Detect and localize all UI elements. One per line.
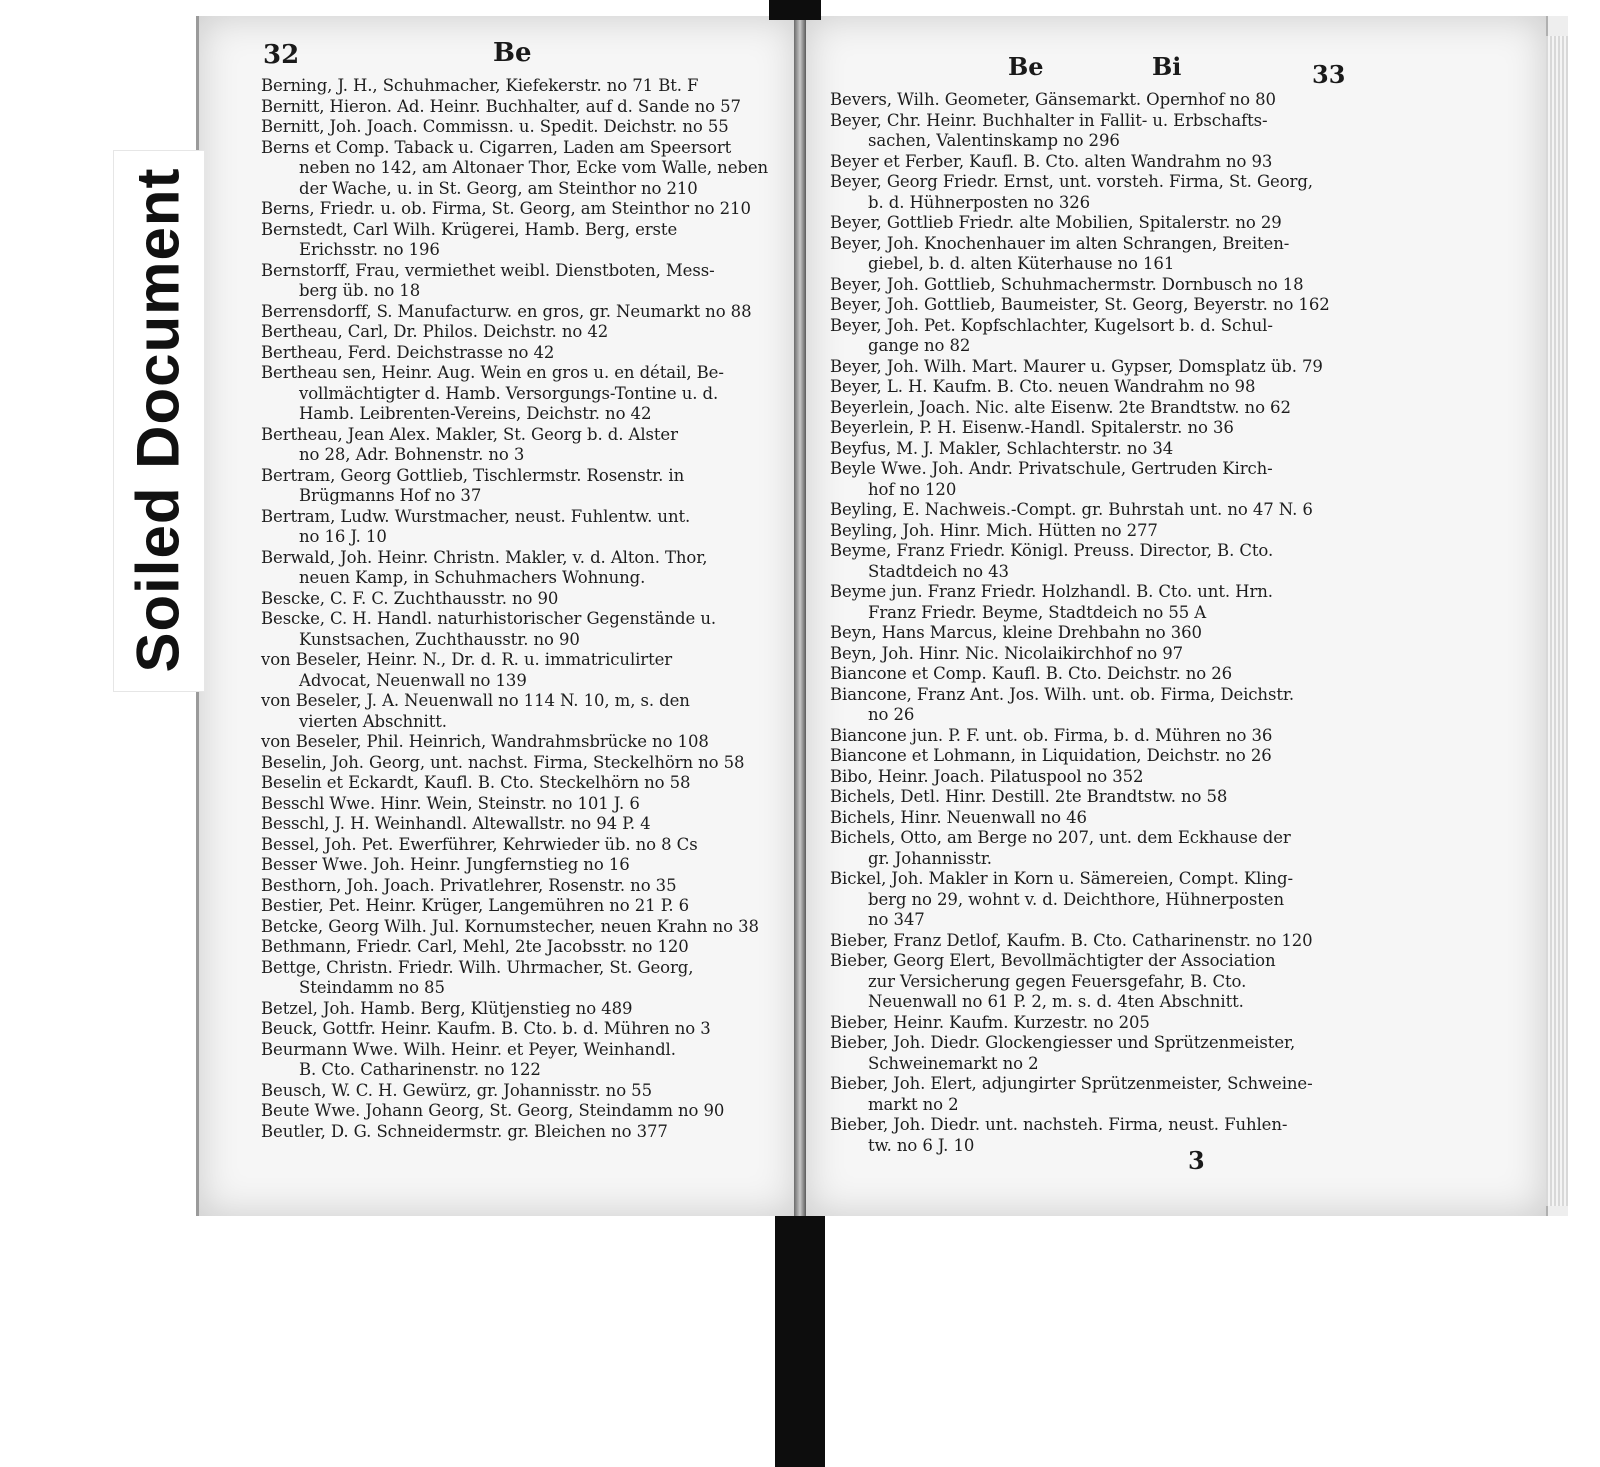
- entry-line: Beselin, Joh. Georg, unt. nachst. Firma, Steckelhörn no 58: [261, 752, 745, 772]
- directory-entry: [830, 90, 1340, 111]
- directory-entry: [830, 1013, 1340, 1034]
- entry-line: Bertram, Ludw. Wurstmacher, neust. Fuhlentw. unt.: [261, 506, 691, 526]
- directory-entry: [261, 1040, 761, 1081]
- directory-entry: [261, 117, 761, 138]
- entry-line: Beselin et Eckardt, Kaufl. B. Cto. Steckelhörn no 58: [261, 773, 691, 792]
- entry-line: Bernitt, Hieron. Ad. Heinr. Buchhalter, auf d. Sande no 57: [261, 96, 741, 116]
- directory-entry: [261, 1081, 761, 1102]
- directory-entry: [830, 439, 1340, 460]
- directory-entry: [261, 753, 761, 774]
- directory-entry: [830, 685, 1340, 726]
- entry-line: Betcke, Georg Wilh. Jul. Kornumstecher, neuen Krahn no 38: [261, 916, 759, 936]
- directory-entry: [830, 1074, 1340, 1115]
- directory-entry: [830, 828, 1340, 869]
- directory-entry: [261, 1101, 761, 1122]
- entry-line: Bichels, Otto, am Berge no 207, unt. dem Eckhause der: [830, 828, 1291, 847]
- directory-entry: [830, 1033, 1340, 1074]
- page-edges: [1546, 36, 1568, 1206]
- entry-line: Beutler, D. G. Schneidermstr. gr. Bleichen no 377: [261, 1121, 668, 1141]
- directory-entry: [830, 623, 1340, 644]
- entry-line: Bieber, Joh. Diedr. unt. nachsteh. Firma, neust. Fuhlen-: [830, 1115, 1288, 1134]
- entry-continuation-line: Steindamm no 85: [299, 978, 445, 997]
- entry-line: Beyer, Joh. Wilh. Mart. Maurer u. Gypser, Domsplatz üb. 79: [830, 356, 1323, 376]
- entry-line: Biancone, Franz Ant. Jos. Wilh. unt. ob. Firma, Deichstr.: [830, 684, 1294, 704]
- entry-line: Bessel, Joh. Pet. Ewerführer, Kehrwieder üb. no 8 Cs: [261, 834, 698, 854]
- directory-entry: [261, 1122, 761, 1143]
- directory-entry: [261, 1019, 761, 1040]
- entry-line: Bieber, Joh. Diedr. Glockengiesser und Sprützenmeister,: [830, 1033, 1296, 1052]
- directory-entry: [830, 357, 1340, 378]
- entry-line: Bevers, Wilh. Geometer, Gänsemarkt. Opernhof no 80: [830, 90, 1276, 109]
- directory-entry: [261, 773, 761, 794]
- signature-mark: 3: [1188, 1146, 1205, 1175]
- entry-line: Bescke, C. F. C. Zuchthausstr. no 90: [261, 588, 559, 608]
- left-page: [196, 16, 797, 1216]
- entry-line: Bertheau, Carl, Dr. Philos. Deichstr. no 42: [261, 322, 609, 341]
- entry-line: Beyer, L. H. Kaufm. B. Cto. neuen Wandrahm no 98: [830, 377, 1256, 396]
- entry-continuation-line: Schweinemarkt no 2: [868, 1053, 1039, 1073]
- entry-line: Beyer, Joh. Gottlieb, Baumeister, St. Georg, Beyerstr. no 162: [830, 295, 1330, 314]
- entry-line: Bieber, Franz Detlof, Kaufm. B. Cto. Catharinenstr. no 120: [830, 930, 1313, 950]
- entry-continuation-line: markt no 2: [868, 1094, 959, 1114]
- entry-continuation-line: b. d. Hühnerposten no 326: [868, 192, 1091, 212]
- soiled-document-label: Soiled Document: [124, 167, 192, 673]
- directory-entry: [830, 111, 1340, 152]
- entry-continuation-line: vierten Abschnitt.: [299, 711, 447, 731]
- entry-continuation-line: Hamb. Leibrenten-Vereins, Deichstr. no 42: [299, 404, 652, 423]
- entry-line: Besthorn, Joh. Joach. Privatlehrer, Rosenstr. no 35: [261, 875, 677, 895]
- entry-line: Biancone et Comp. Kaufl. B. Cto. Deichstr. no 26: [830, 664, 1233, 683]
- directory-entry: [830, 172, 1340, 213]
- entry-line: Biancone et Lohmann, in Liquidation, Deichstr. no 26: [830, 746, 1272, 765]
- entry-continuation-line: der Wache, u. in St. Georg, am Steinthor no 210: [299, 178, 698, 198]
- entry-continuation-line: no 347: [868, 910, 925, 929]
- entry-line: Beyer, Chr. Heinr. Buchhalter in Fallit- u. Erbschafts-: [830, 110, 1268, 130]
- entry-line: Beyer, Gottlieb Friedr. alte Mobilien, Spitalerstr. no 29: [830, 213, 1282, 232]
- entry-line: Bertheau sen, Heinr. Aug. Wein en gros u. en détail, Be-: [261, 363, 724, 382]
- directory-entry: [830, 541, 1340, 582]
- entry-line: Beyling, E. Nachweis.-Compt. gr. Buhrstah unt. no 47 N. 6: [830, 500, 1313, 519]
- entry-line: Beyn, Joh. Hinr. Nic. Nicolaikirchhof no 97: [830, 643, 1184, 663]
- binding-strip-bottom: [775, 1216, 825, 1467]
- left-entry-list: [261, 76, 769, 1142]
- left-page-number: 32: [263, 40, 300, 70]
- directory-entry: [261, 343, 761, 364]
- directory-entry: [830, 726, 1340, 747]
- entry-continuation-line: Franz Friedr. Beyme, Stadtdeich no 55 A: [868, 602, 1207, 622]
- left-headword: Be: [493, 38, 532, 68]
- directory-entry: [830, 377, 1340, 398]
- entry-continuation-line: no 16 J. 10: [299, 527, 387, 546]
- directory-entry: [830, 500, 1340, 521]
- entry-line: Bichels, Hinr. Neuenwall no 46: [830, 807, 1087, 827]
- directory-entry: [830, 869, 1340, 931]
- entry-line: Bertheau, Ferd. Deichstrasse no 42: [261, 342, 555, 362]
- directory-entry: [261, 609, 761, 650]
- entry-line: Bieber, Joh. Elert, adjungirter Sprützenmeister, Schweine-: [830, 1074, 1313, 1093]
- directory-entry: [261, 732, 761, 753]
- entry-continuation-line: berg üb. no 18: [299, 281, 421, 300]
- entry-continuation-line: neuen Kamp, in Schuhmachers Wohnung.: [299, 568, 646, 587]
- entry-continuation-line: hof no 120: [868, 479, 957, 499]
- entry-line: Bernitt, Joh. Joach. Commissn. u. Spedit. Deichstr. no 55: [261, 117, 729, 136]
- entry-line: Beute Wwe. Johann Georg, St. Georg, Steindamm no 90: [261, 1101, 725, 1120]
- entry-line: von Beseler, Phil. Heinrich, Wandrahmsbrücke no 108: [261, 732, 709, 751]
- directory-entry: [830, 931, 1340, 952]
- directory-entry: [261, 363, 761, 425]
- entry-line: von Beseler, J. A. Neuenwall no 114 N. 10, m, s. den: [261, 691, 690, 710]
- entry-continuation-line: Neuenwall no 61 P. 2, m. s. d. 4ten Abschnitt.: [868, 992, 1244, 1011]
- directory-entry: [830, 398, 1340, 419]
- directory-entry: [261, 589, 761, 610]
- directory-entry: [830, 746, 1340, 767]
- entry-line: Beyling, Joh. Hinr. Mich. Hütten no 277: [830, 520, 1158, 540]
- right-entry-list: [830, 90, 1340, 1156]
- directory-entry: [261, 855, 761, 876]
- entry-line: Beyerlein, P. H. Eisenw.-Handl. Spitalerstr. no 36: [830, 418, 1234, 437]
- entry-continuation-line: vollmächtigter d. Hamb. Versorgungs-Tontine u. d.: [299, 383, 719, 403]
- directory-entry: [830, 234, 1340, 275]
- entry-line: Besschl Wwe. Hinr. Wein, Steinstr. no 101 J. 6: [261, 793, 640, 813]
- entry-continuation-line: Advocat, Neuenwall no 139: [299, 670, 527, 690]
- entry-continuation-line: giebel, b. d. alten Küterhause no 161: [868, 254, 1175, 273]
- directory-entry: [830, 213, 1340, 234]
- entry-line: Biancone jun. P. F. unt. ob. Firma, b. d. Mühren no 36: [830, 725, 1273, 745]
- directory-entry: [261, 814, 761, 835]
- entry-line: Beyme, Franz Friedr. Königl. Preuss. Director, B. Cto.: [830, 541, 1274, 560]
- entry-line: Bernstorff, Frau, vermiethet weibl. Dienstboten, Mess-: [261, 260, 715, 280]
- directory-entry: [261, 876, 761, 897]
- directory-entry: [830, 521, 1340, 542]
- entry-line: Beyer et Ferber, Kaufl. B. Cto. alten Wandrahm no 93: [830, 151, 1273, 171]
- entry-continuation-line: gange no 82: [868, 336, 971, 355]
- entry-line: Bieber, Georg Elert, Bevollmächtigter der Association: [830, 951, 1276, 970]
- entry-continuation-line: B. Cto. Catharinenstr. no 122: [299, 1060, 541, 1079]
- right-headword-1: Be: [1008, 52, 1044, 81]
- directory-entry: [261, 199, 761, 220]
- entry-line: Beyer, Joh. Knochenhauer im alten Schrangen, Breiten-: [830, 233, 1290, 253]
- entry-line: Beuck, Gottfr. Heinr. Kaufm. B. Cto. b. d. Mühren no 3: [261, 1019, 711, 1038]
- directory-entry: [830, 951, 1340, 1013]
- entry-line: Bethmann, Friedr. Carl, Mehl, 2te Jacobsstr. no 120: [261, 937, 689, 956]
- entry-continuation-line: Brügmanns Hof no 37: [299, 486, 482, 505]
- book-spread: [196, 16, 1568, 1216]
- directory-entry: [830, 582, 1340, 623]
- entry-line: Beyer, Georg Friedr. Ernst, unt. vorsteh. Firma, St. Georg,: [830, 172, 1313, 191]
- directory-entry: [261, 220, 761, 261]
- entry-line: Bertram, Georg Gottlieb, Tischlermstr. Rosenstr. in: [261, 465, 685, 485]
- entry-continuation-line: no 28, Adr. Bohnenstr. no 3: [299, 445, 525, 464]
- right-page-number: 33: [1312, 60, 1346, 89]
- directory-entry: [261, 507, 761, 548]
- entry-continuation-line: Erichsstr. no 196: [299, 240, 440, 259]
- directory-entry: [830, 295, 1340, 316]
- entry-line: Betzel, Joh. Hamb. Berg, Klütjenstieg no 489: [261, 998, 633, 1018]
- entry-continuation-line: Kunstsachen, Zuchthausstr. no 90: [299, 629, 580, 649]
- directory-entry: [830, 644, 1340, 665]
- binding-strip-top: [769, 0, 821, 20]
- entry-line: von Beseler, Heinr. N., Dr. d. R. u. immatriculirter: [261, 650, 673, 669]
- entry-continuation-line: sachen, Valentinskamp no 296: [868, 131, 1120, 150]
- directory-entry: [830, 459, 1340, 500]
- directory-entry: [830, 275, 1340, 296]
- entry-line: Berns et Comp. Taback u. Cigarren, Laden am Speersort: [261, 137, 732, 157]
- directory-entry: [261, 937, 761, 958]
- entry-continuation-line: Stadtdeich no 43: [868, 561, 1009, 581]
- right-page: [806, 16, 1548, 1216]
- entry-line: Beyer, Joh. Gottlieb, Schuhmachermstr. Dornbusch no 18: [830, 274, 1304, 294]
- directory-entry: [261, 958, 761, 999]
- directory-entry: [830, 418, 1340, 439]
- directory-entry: [830, 787, 1340, 808]
- entry-line: Beyfus, M. J. Makler, Schlachterstr. no 34: [830, 438, 1174, 458]
- entry-line: Bertheau, Jean Alex. Makler, St. Georg b. d. Alster: [261, 424, 678, 444]
- entry-line: Bettge, Christn. Friedr. Wilh. Uhrmacher, St. Georg,: [261, 957, 694, 977]
- entry-continuation-line: no 26: [868, 705, 915, 724]
- directory-entry: [261, 548, 761, 589]
- directory-entry: [830, 808, 1340, 829]
- entry-line: Beyn, Hans Marcus, kleine Drehbahn no 360: [830, 623, 1202, 642]
- directory-entry: [261, 137, 769, 200]
- entry-line: Bichels, Detl. Hinr. Destill. 2te Brandtstw. no 58: [830, 787, 1228, 806]
- directory-entry: [830, 316, 1340, 357]
- directory-entry: [261, 835, 761, 856]
- entry-line: Bickel, Joh. Makler in Korn u. Sämereien, Compt. Kling-: [830, 869, 1293, 888]
- directory-entry: [830, 664, 1340, 685]
- entry-line: Bieber, Heinr. Kaufm. Kurzestr. no 205: [830, 1012, 1150, 1032]
- directory-entry: [261, 76, 761, 97]
- entry-line: Besschl, J. H. Weinhandl. Altewallstr. no 94 P. 4: [261, 814, 651, 833]
- entry-line: Berrensdorff, S. Manufacturw. en gros, gr. Neumarkt no 88: [261, 301, 752, 321]
- entry-line: Berwald, Joh. Heinr. Christn. Makler, v. d. Alton. Thor,: [261, 547, 708, 567]
- directory-entry: [261, 999, 761, 1020]
- directory-entry: [261, 322, 761, 343]
- entry-line: Beyerlein, Joach. Nic. alte Eisenw. 2te Brandtstw. no 62: [830, 397, 1291, 417]
- entry-continuation-line: gr. Johannisstr.: [868, 848, 992, 868]
- directory-entry: [261, 691, 761, 732]
- right-headword-2: Bi: [1152, 52, 1182, 81]
- directory-entry: [261, 302, 761, 323]
- directory-entry: [261, 425, 761, 466]
- directory-entry: [830, 152, 1340, 173]
- entry-line: Beyle Wwe. Joh. Andr. Privatschule, Gertruden Kirch-: [830, 459, 1273, 478]
- entry-line: Beusch, W. C. H. Gewürz, gr. Johannisstr. no 55: [261, 1080, 652, 1100]
- entry-continuation-line: berg no 29, wohnt v. d. Deichthore, Hühnerposten: [868, 889, 1284, 909]
- directory-entry: [261, 97, 761, 118]
- entry-continuation-line: zur Versicherung gegen Feuersgefahr, B. Cto.: [868, 971, 1247, 991]
- entry-continuation-line: neben no 142, am Altonaer Thor, Ecke vom Walle, neben: [299, 158, 769, 177]
- entry-line: Beurmann Wwe. Wilh. Heinr. et Peyer, Weinhandl.: [261, 1039, 676, 1059]
- directory-entry: [261, 917, 761, 938]
- entry-line: Beyer, Joh. Pet. Kopfschlachter, Kugelsort b. d. Schul-: [830, 315, 1273, 335]
- directory-entry: [261, 261, 761, 302]
- directory-entry: [830, 767, 1340, 788]
- directory-entry: [830, 1115, 1340, 1156]
- entry-line: Berning, J. H., Schuhmacher, Kiefekerstr. no 71 Bt. F: [261, 76, 699, 95]
- directory-entry: [261, 650, 761, 691]
- entry-line: Bescke, C. H. Handl. naturhistorischer Gegenstände u.: [261, 609, 716, 628]
- directory-entry: [261, 896, 761, 917]
- directory-entry: [261, 466, 761, 507]
- entry-line: Bernstedt, Carl Wilh. Krügerei, Hamb. Berg, erste: [261, 219, 678, 239]
- entry-continuation-line: tw. no 6 J. 10: [868, 1135, 975, 1155]
- directory-entry: [261, 794, 761, 815]
- entry-line: Besser Wwe. Joh. Heinr. Jungfernstieg no 16: [261, 855, 630, 874]
- entry-line: Berns, Friedr. u. ob. Firma, St. Georg, am Steinthor no 210: [261, 199, 751, 218]
- book-gutter: [794, 16, 806, 1216]
- entry-line: Beyme jun. Franz Friedr. Holzhandl. B. Cto. unt. Hrn.: [830, 582, 1273, 601]
- entry-line: Bibo, Heinr. Joach. Pilatuspool no 352: [830, 766, 1144, 786]
- entry-line: Bestier, Pet. Heinr. Krüger, Langemühren no 21 P. 6: [261, 896, 690, 915]
